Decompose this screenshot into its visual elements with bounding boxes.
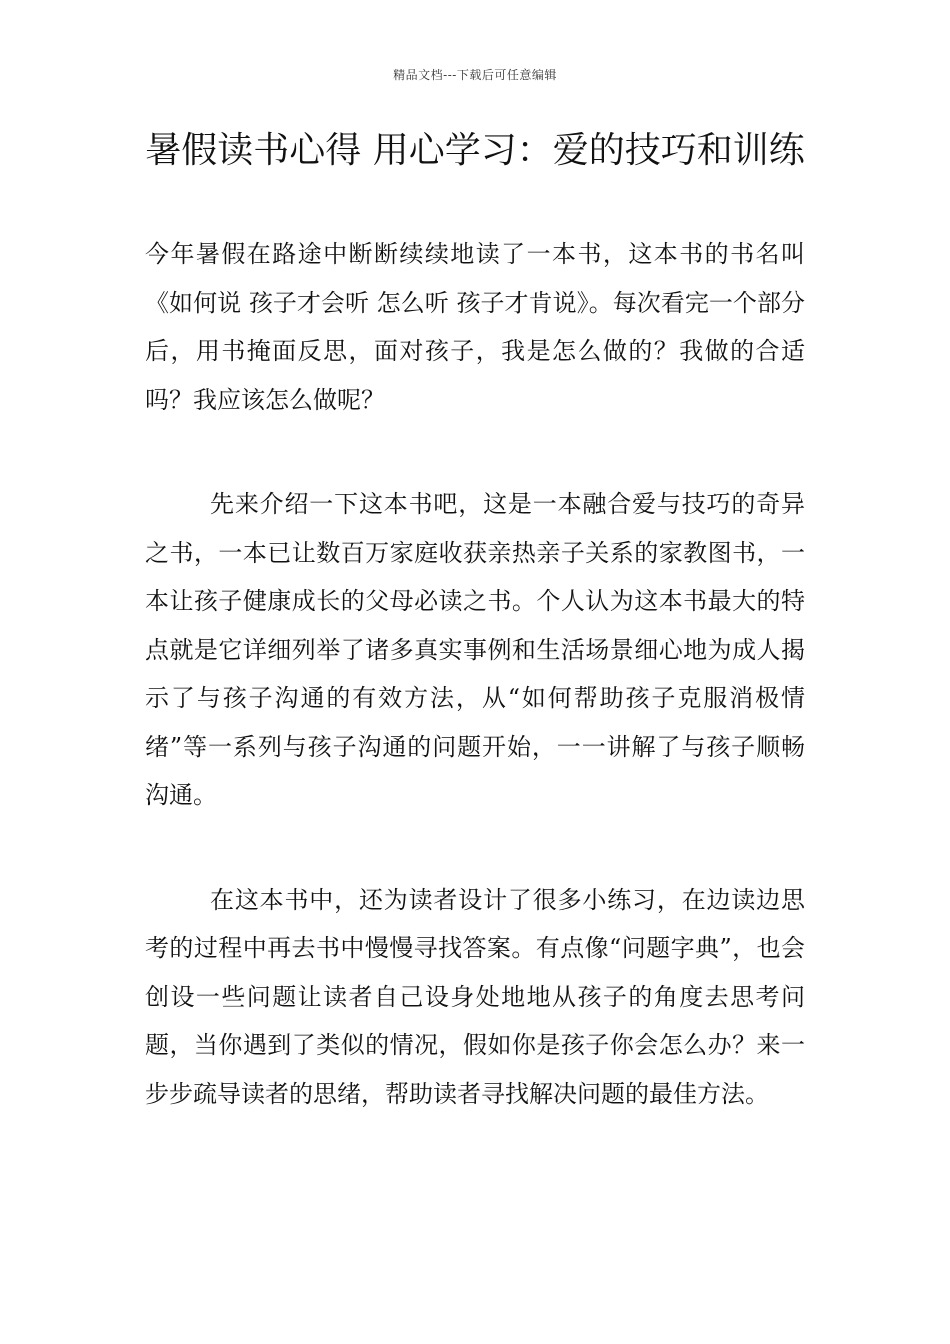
paragraph-3: 在这本书中，还为读者设计了很多小练习，在边读边思考的过程中再去书中慢慢寻找答案。有点像“问题字典”，也会创设一些问题让读者自己设身处地地从孩子的角度去思考问题，当你遇到了类似的情况，假如你是孩子你会怎么办？来一步步疏导读者的思绪，帮助读者寻找解决问题的最佳方法。 (145, 885, 805, 1108)
page-title: 暑假读书心得 用心学习：爱的技巧和训练 (145, 130, 805, 171)
paragraph-spacer (145, 820, 805, 876)
document-body (145, 230, 805, 1118)
paragraph-2: 先来介绍一下这本书吧，这是一本融合爱与技巧的奇异之书，一本已让数百万家庭收获亲热亲子关系的家教图书，一本让孩子健康成长的父母必读之书。个人认为这本书最大的特点就是它详细列举了诸多真实事例和生活场景细心地为成人揭示了与孩子沟通的有效方法，从“如何帮助孩子克服消极情绪”等一系列与孩子沟通的问题开始，一一讲解了与孩子顺畅沟通。 (145, 490, 805, 809)
header-note: 精品文档---下载后可任意编辑 (393, 68, 557, 82)
paragraph-spacer (145, 424, 805, 480)
paragraph-1: 今年暑假在路途中断断续续地读了一本书，这本书的书名叫《如何说 孩子才会听 怎么听 孩子才肯说》。每次看完一个部分后，用书掩面反思，面对孩子，我是怎么做的？我做的合适吗？我应该怎么做呢？ (145, 240, 805, 414)
